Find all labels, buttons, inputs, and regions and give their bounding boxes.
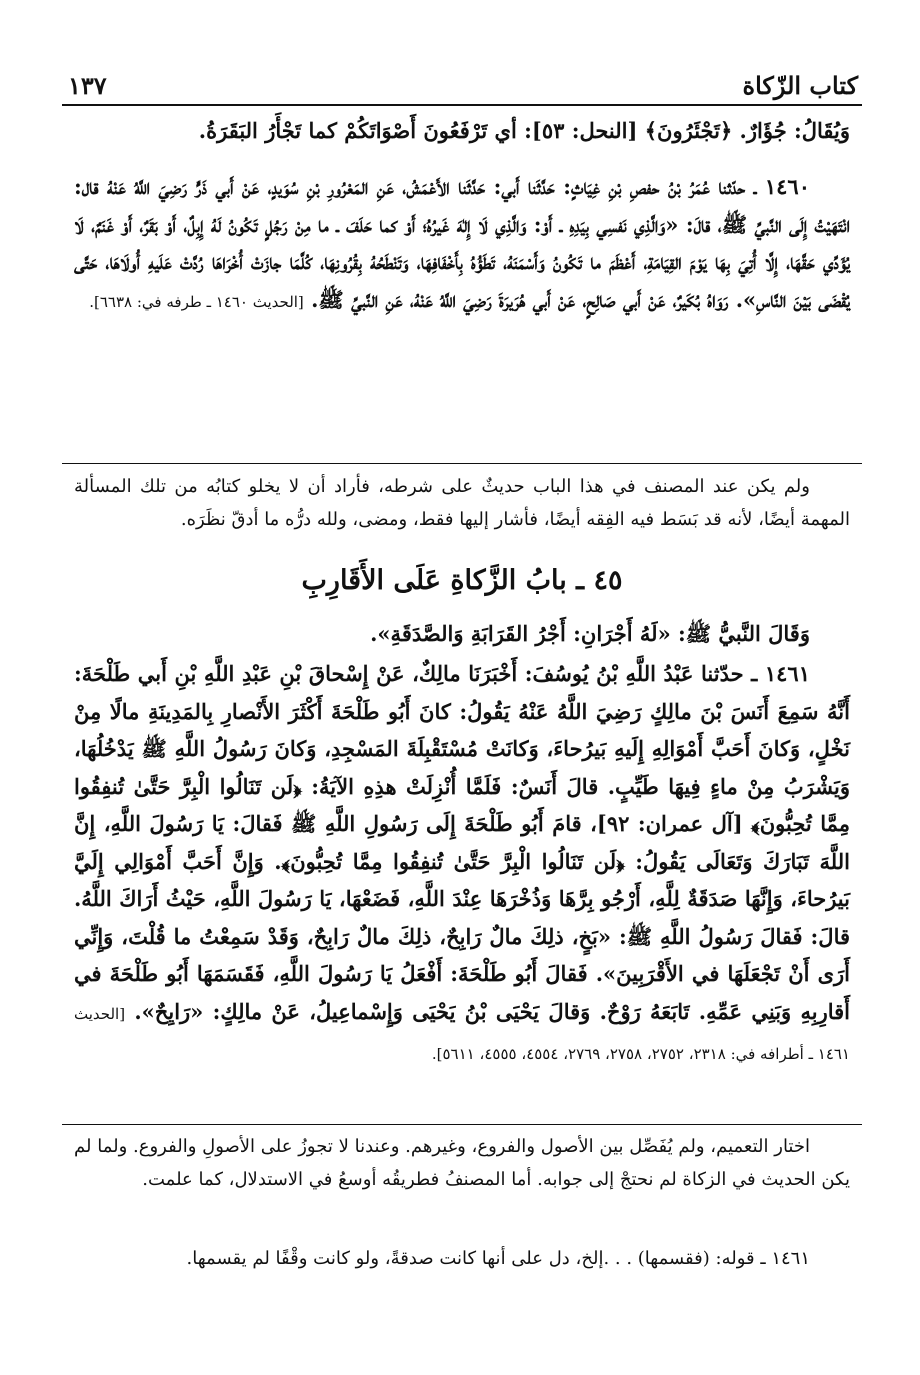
hadith-1461-reference: [الحديث ١٤٦١ ـ أطرافه في: ٢٣١٨، ٢٧٥٢، ٢٧٥٨، ٢٧٦٩، ٤٥٥٤، ٤٥٥٥، ٥٦١١]. xyxy=(74,1004,850,1063)
intro-line: وَيُقَالُ: جُؤَارٌ. ﴿تَجْئَرُونَ﴾ [النحل: ٥٣]: أي تَرْفَعُونَ أَصْوَاتَكُمْ كما تَجْأَرُ البَقَرَةُ. xyxy=(198,118,850,143)
section-divider-2 xyxy=(62,1124,862,1125)
running-header xyxy=(68,60,858,100)
hadith-1460-text: ١٤٦٠ ـ حدّثنا عُمَرُ بْنُ حفصِ بْنِ غِيَاثٍ: حَدَّثَنا أَبي: حَدَّثَنا الأَعْمَشُ، عَنِ المَعْرُورِ بْنِ سُوَيدٍ، عَنْ أَبي ذَرٍّ رَضِيَ اللَّهُ عَنْهُ قال: انْتَهَيْتُ إِلَى النَّبيِّ ﷺ، قالَ: «وَالَّذِي نَفسِي بِيَدِهِ ـ أَوْ: وَالَّذِي لَا إِلٰهَ غَيرُهُ؛ أَوْ كما حَلَفَ ـ ما مِنْ رَجُلٍ تَكُونُ لَهُ إِبِلٌ، أَوْ بَقَرٌ، أَوْ غَنَمٌ، لَا يُؤَدِّي حَقَّهَا، إِلَّا أُتِيَ بِهَا يَوْمَ القِيَامَةِ، أَعْظَمَ ما تَكُونُ وَأَسْمَنَهُ، تَطَؤُهُ بِأَخْفَافِهَا، وَتَنْطَحُهُ بِقُرُونِهَا، كُلَّمَا جازَتْ أُخْرَاهَا رُدَّتْ عَلَيهِ أُولَاهَا، حَتَّى يُقْضَى بَيْنَ النَّاسِ». رَوَاهُ بُكَيرٌ، عَنْ أَبي صَالِحٍ، عَنْ أَبي هُرَيرَةَ رَضِيَ اللَّهُ عَنْهُ، عَنِ النَّبيِّ ﷺ. xyxy=(74,174,850,312)
commentary-2: اختار التعميم، ولم يُفَصِّل بين الأصول والفروع، وغيرهم. وعندنا لا تجوزُ على الأصولِ والفروع. ولما لم يكن الحديث في الزكاة لم نحتجْ إلى جوابه. أما المصنفُ فطريقُه أوسعُ في الاستدلال، كما علمت. xyxy=(74,1136,850,1190)
footnote-1461: ١٤٦١ ـ قوله: (فقسمها) . . .إلخ، دل على أنها كانت صدقةً، ولو كانت وقْفًا لم يقسمها. xyxy=(186,1248,810,1269)
hadith-1460-reference: [الحديث ١٤٦٠ ـ طرفه في: ٦٦٣٨]. xyxy=(89,292,304,311)
hadith-1461-text: ١٤٦١ ـ حدّثنا عَبْدُ اللَّهِ بْنُ يُوسُفَ: أَخْبَرَنَا مالِكٌ، عَنْ إِسْحاقَ بْنِ عَبْدِ اللَّهِ بْنِ أَبي طَلْحَةَ: أَنَّهُ سَمِعَ أَنَسَ بْنَ مالِكٍ رَضِيَ اللَّهُ عَنْهُ يَقُولُ: كانَ أَبُو طَلْحَةَ أَكْثَرَ الأَنْصارِ بِالمَدِينَةِ مالًا مِنْ نَخْلٍ، وَكانَ أَحَبَّ أَمْوَالِهِ إِلَيهِ بَيرُحاءَ، وَكانَتْ مُسْتَقْبِلَةَ المَسْجِدِ، وَكانَ رَسُولُ اللَّهِ ﷺ يَدْخُلُهَا، وَيَشْرَبُ مِنْ ماءٍ فِيهَا طَيِّبٍ. قالَ أَنَسٌ: فَلَمَّا أُنْزِلَتْ هذِهِ الآيَةُ: ﴿لَن تَنَالُوا الْبِرَّ حَتَّىٰ تُنفِقُوا مِمَّا تُحِبُّونَ﴾ [آل عمران: ٩٢]، قامَ أَبُو طَلْحَةَ إِلَى رَسُولِ اللَّهِ ﷺ فَقالَ: يَا رَسُولَ اللَّهِ، إِنَّ اللَّهَ تَبَارَكَ وَتَعَالَى يَقُولُ: ﴿لَن تَنَالُوا الْبِرَّ حَتَّىٰ تُنفِقُوا مِمَّا تُحِبُّونَ﴾. وَإِنَّ أَحَبَّ أَمْوَالِي إِلَيَّ بَيرُحاءَ، وَإِنَّهَا صَدَقَةٌ لِلَّهِ، أَرْجُو بِرَّهَا وَذُخْرَهَا عِنْدَ اللَّهِ، فَضَعْهَا، يَا رَسُولَ اللَّهِ، حَيْثُ أَرَاكَ اللَّهُ. قالَ: فَقالَ رَسُولُ اللَّهِ ﷺ: «بَخٍ، ذلِكَ مالٌ رَابِحٌ، ذلِكَ مالٌ رَابِحٌ، وَقَدْ سَمِعْتُ ما قُلْتَ، وَإِنِّي أَرَى أَنْ تَجْعَلَهَا في الأَقْرَبِينَ». فَقالَ أَبُو طَلْحَةَ: أَفْعَلُ يَا رَسُولَ اللَّهِ، فَقَسَمَهَا أَبُو طَلْحَةَ في أَقارِبِهِ وَبَنِي عَمِّهِ. تَابَعَهُ رَوْحٌ. وَقالَ يَحْيَى بْنُ يَحْيَى وَإِسْماعِيلُ، عَنْ مالِكٍ: «رَايِحٌ». xyxy=(74,661,851,1024)
running-header-title: كتاب الزّكاة xyxy=(742,71,858,100)
chapter-intro: وَقَالَ النَّبيُّ ﷺ: «لَهُ أَجْرَانِ: أَجْرُ القَرَابَةِ وَالصَّدَقَةِ». xyxy=(370,621,810,646)
header-rule xyxy=(62,104,862,106)
hadith-1460 xyxy=(74,168,850,321)
page-number: ١٣٧ xyxy=(68,71,107,100)
hadith-1461 xyxy=(74,655,850,1074)
section-divider-1 xyxy=(62,463,862,464)
chapter-heading: ٤٥ ـ بابُ الزَّكاةِ عَلَى الأَقَارِبِ xyxy=(301,565,623,596)
commentary-1: ولم يكن عند المصنف في هذا الباب حديثٌ على شرطه، فأراد أن لا يخلو كتابُه من تلك المسألة المهمة أيضًا، لأنه قد بَسَط فيه الفِقه أيضًا، فأشار إليها فقط، ومضى، ولله درُّه ما أدقّ نظَرَه. xyxy=(74,476,850,530)
